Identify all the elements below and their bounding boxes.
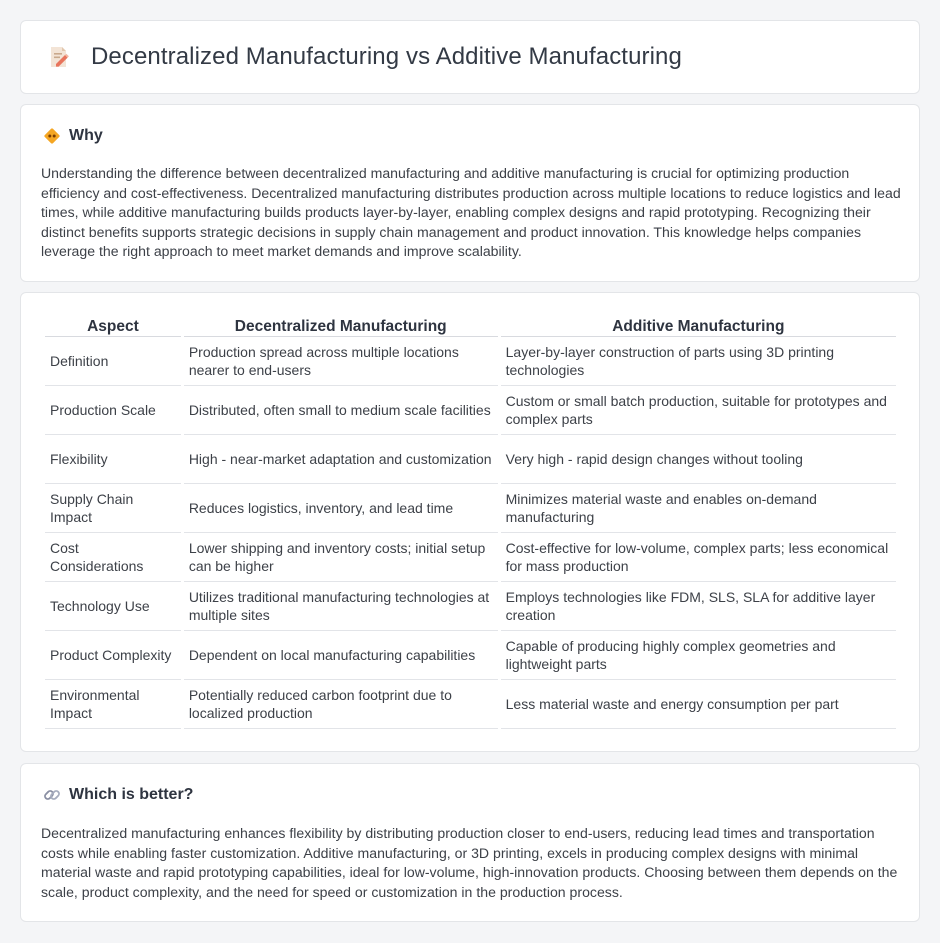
decentralized-cell: Lower shipping and inventory costs; initial setup can be higher bbox=[184, 533, 498, 582]
comparison-section bbox=[20, 292, 920, 752]
document-pencil-icon bbox=[47, 45, 71, 69]
decentralized-cell: Utilizes traditional manufacturing technologies at multiple sites bbox=[184, 582, 498, 631]
additive-cell: Layer-by-layer construction of parts using 3D printing technologies bbox=[501, 337, 896, 386]
aspect-cell: Definition bbox=[45, 337, 181, 386]
title-card bbox=[20, 20, 920, 94]
decentralized-cell: Production spread across multiple locations nearer to end-users bbox=[184, 337, 498, 386]
column-header-aspect: Aspect bbox=[45, 315, 181, 337]
additive-cell: Custom or small batch production, suitable for prototypes and complex parts bbox=[501, 386, 896, 435]
link-icon bbox=[43, 786, 61, 804]
table-row bbox=[45, 631, 896, 680]
additive-cell: Minimizes material waste and enables on-demand manufacturing bbox=[501, 484, 896, 533]
table-row bbox=[45, 386, 896, 435]
decentralized-cell: Reduces logistics, inventory, and lead time bbox=[184, 484, 498, 533]
decentralized-cell: Distributed, often small to medium scale facilities bbox=[184, 386, 498, 435]
aspect-cell: Technology Use bbox=[45, 582, 181, 631]
additive-cell: Employs technologies like FDM, SLS, SLA for additive layer creation bbox=[501, 582, 896, 631]
table-header-row bbox=[45, 315, 896, 337]
better-body: Decentralized manufacturing enhances flexibility by distributing production closer to end-users, reducing lead times and transportation costs while enabling faster customization. Additive manufacturing, or 3D printing, excels in producing complex designs with minimal material waste and rapid prototyping capabilities, ideal for low-volume, high-innovation products. Choosing between them depends on the scale, product complexity, and the need for speed or customization in the production process. bbox=[41, 825, 898, 900]
why-header bbox=[43, 127, 103, 145]
table-row bbox=[45, 582, 896, 631]
aspect-cell: Production Scale bbox=[45, 386, 181, 435]
decentralized-cell: High - near-market adaptation and customization bbox=[184, 435, 498, 484]
decentralized-cell: Potentially reduced carbon footprint due to localized production bbox=[184, 680, 498, 729]
diamond-sign-icon bbox=[43, 127, 61, 145]
better-header bbox=[43, 786, 193, 804]
additive-cell: Very high - rapid design changes without tooling bbox=[501, 435, 896, 484]
better-heading: Which is better? bbox=[69, 786, 194, 803]
additive-cell: Less material waste and energy consumption per part bbox=[501, 680, 896, 729]
comparison-table bbox=[42, 315, 899, 729]
additive-cell: Capable of producing highly complex geometries and lightweight parts bbox=[501, 631, 896, 680]
aspect-cell: Supply Chain Impact bbox=[45, 484, 181, 533]
column-header-decentralized: Decentralized Manufacturing bbox=[184, 315, 498, 337]
aspect-cell: Product Complexity bbox=[45, 631, 181, 680]
column-header-additive: Additive Manufacturing bbox=[501, 315, 896, 337]
table-row bbox=[45, 337, 896, 386]
aspect-cell: Environmental Impact bbox=[45, 680, 181, 729]
aspect-cell: Cost Considerations bbox=[45, 533, 181, 582]
additive-cell: Cost-effective for low-volume, complex parts; less economical for mass production bbox=[501, 533, 896, 582]
which-is-better-section bbox=[20, 763, 920, 922]
page-title: Decentralized Manufacturing vs Additive Manufacturing bbox=[91, 43, 682, 70]
why-heading: Why bbox=[69, 127, 103, 144]
table-row bbox=[45, 533, 896, 582]
table-row bbox=[45, 680, 896, 729]
decentralized-cell: Dependent on local manufacturing capabilities bbox=[184, 631, 498, 680]
why-body: Understanding the difference between decentralized manufacturing and additive manufacturing is crucial for optimizing production efficiency and cost-effectiveness. Decentralized manufacturing distributes production across multiple locations to reduce logistics and lead times, while additive manufacturing builds products layer-by-layer, enabling complex designs and rapid prototyping. Recognizing their distinct benefits supports strategic decisions in supply chain management and product innovation. This knowledge helps companies leverage the right approach to meet market demands and improve scalability. bbox=[41, 165, 901, 259]
table-row bbox=[45, 435, 896, 484]
table-row bbox=[45, 484, 896, 533]
why-section bbox=[20, 104, 920, 282]
aspect-cell: Flexibility bbox=[45, 435, 181, 484]
